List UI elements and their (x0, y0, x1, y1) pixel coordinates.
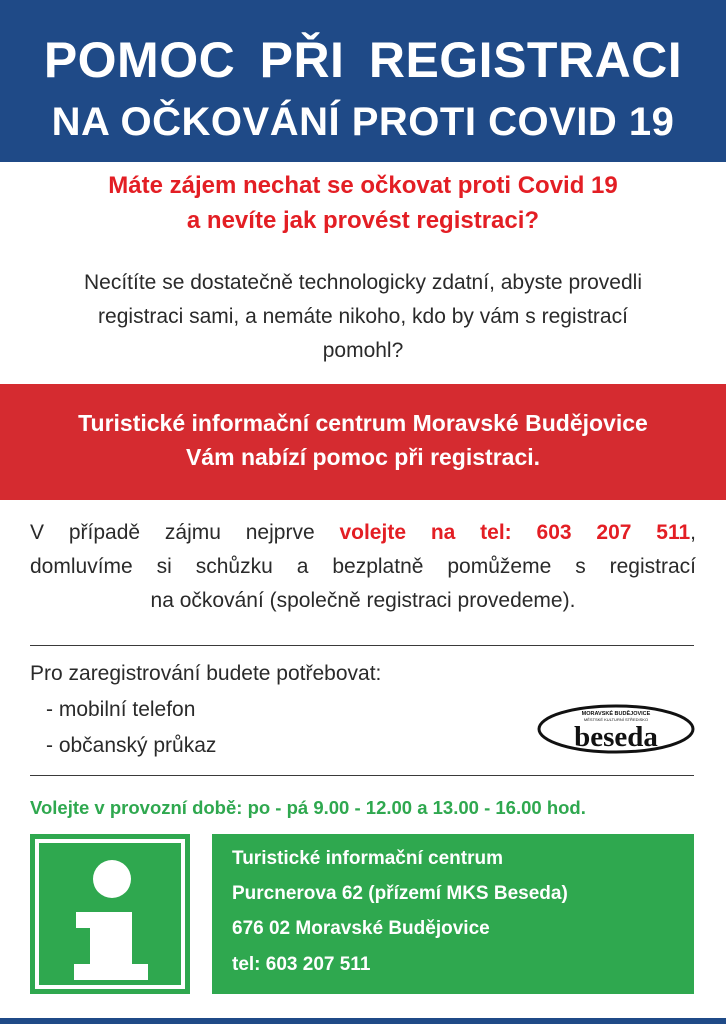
question-line-1: Máte zájem nechat se očkovat proti Covid 19 (108, 172, 618, 199)
contact-address: Purcnerova 62 (přízemí MKS Beseda) (232, 883, 568, 904)
beseda-logo (537, 704, 695, 754)
title-line-1: POMOC PŘI REGISTRACI (43, 32, 683, 88)
offer-text (0, 406, 726, 474)
intro-line-3: pomohl? (322, 339, 404, 362)
divider-bottom (30, 775, 694, 776)
call-phone-highlight[interactable]: volejte na tel: 603 207 511 (339, 521, 691, 544)
intro-line-2: registraci sami, a nemáte nikoho, kdo by vám s registrací (98, 305, 628, 328)
title-line-2: NA OČKOVÁNÍ PROTI COVID 19 (51, 100, 675, 144)
call-line-1 (30, 516, 696, 550)
requirements-list (30, 656, 530, 764)
list-item: - mobilní telefon (46, 698, 196, 721)
call-line-3: na očkování (společně registraci provedeme). (150, 589, 576, 612)
logo-subtitle: MĚSTSKÉ KULTURNÍ STŘEDISKO (583, 717, 649, 722)
call-suffix: , (690, 521, 696, 544)
offer-line-2: Vám nabízí pomoc při registraci. (185, 444, 541, 470)
question-text (0, 168, 726, 238)
intro-line-1: Necítíte se dostatečně technologicky zdatní, abyste provedli (84, 271, 642, 294)
logo-word: beseda (574, 721, 658, 753)
intro-text (30, 266, 696, 368)
offer-line-1: Turistické informační centrum Moravské Budějovice (78, 410, 648, 436)
contact-name: Turistické informační centrum (232, 848, 503, 869)
list-item: - občanský průkaz (46, 734, 217, 757)
contact-box (212, 834, 694, 994)
offer-banner (0, 384, 726, 500)
requirements-title: Pro zaregistrování budete potřebovat: (30, 662, 382, 685)
info-icon (30, 834, 190, 994)
title-banner (0, 0, 726, 162)
contact-phone[interactable]: tel: 603 207 511 (232, 954, 371, 975)
contact-city: 676 02 Moravské Budějovice (232, 918, 490, 939)
logo-town: MORAVSKÉ BUDĚJOVICE (581, 711, 651, 717)
call-instructions (30, 516, 696, 618)
call-prefix: V případě zájmu nejprve (30, 521, 340, 544)
bottom-bar (0, 1018, 726, 1024)
opening-hours: Volejte v provozní době: po - pá 9.00 - 12.00 a 13.00 - 16.00 hod. (30, 797, 586, 818)
call-line-2: domluvíme si schůzku a bezplatně pomůžeme s registrací (30, 555, 696, 578)
question-line-2: a nevíte jak provést registraci? (186, 207, 540, 234)
divider-top (30, 645, 694, 646)
